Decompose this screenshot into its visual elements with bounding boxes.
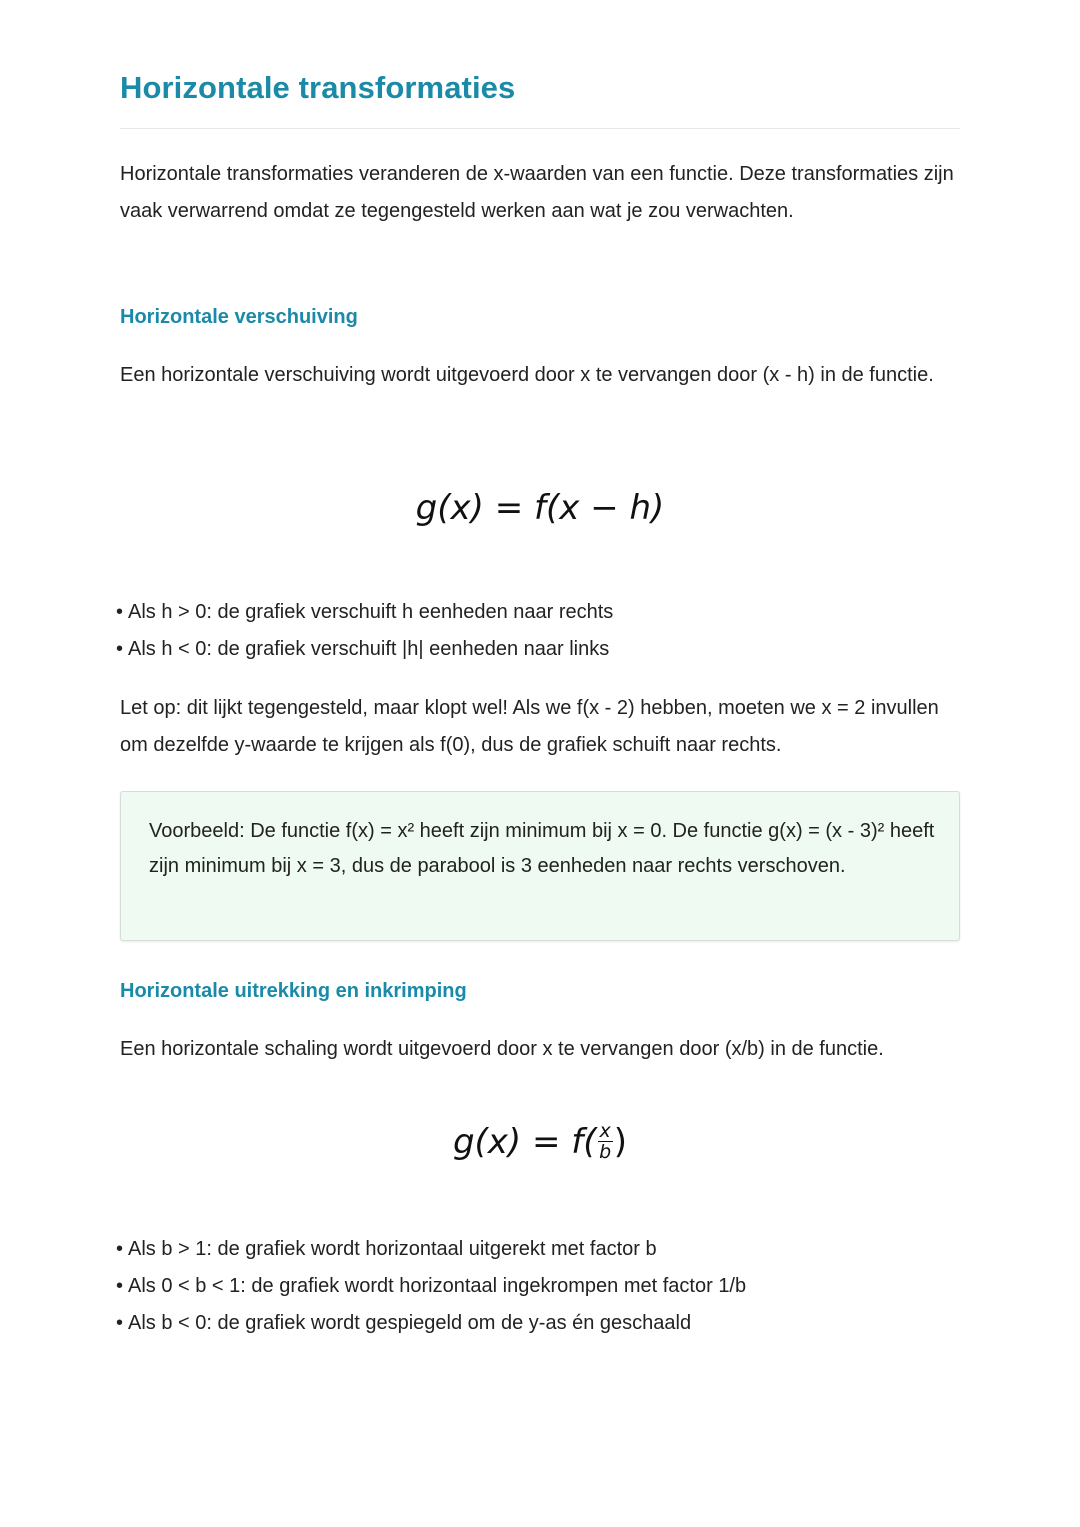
shift-formula <box>120 488 960 528</box>
shift-description: Een horizontale verschuiving wordt uitgevoerd door x te vervangen door (x - h) in de functie. <box>120 364 934 386</box>
page-title: Horizontale transformaties <box>120 70 516 105</box>
list-item: • Als h > 0: de grafiek verschuift h eenheden naar rechts <box>116 594 613 631</box>
title-divider <box>120 128 960 129</box>
fraction <box>598 1122 613 1161</box>
example-text: Voorbeeld: De functie f(x) = x² heeft zijn minimum bij x = 0. De functie g(x) = (x - 3)² heeft zijn minimum bij x = 3, dus de parabool is 3 eenheden naar rechts verschoven. <box>149 820 935 877</box>
shift-note: Let op: dit lijkt tegengesteld, maar klopt wel! Als we f(x - 2) hebben, moeten we x = 2 invullen om dezelfde y-waarde te krijgen als f(0), dus de grafiek schuift naar rechts. <box>120 697 939 756</box>
scaling-bullet-list <box>116 1231 746 1342</box>
formula-rhs-suffix: ) <box>613 1122 628 1162</box>
formula-rhs-prefix: f( <box>571 1122 597 1162</box>
list-item: • Als h < 0: de grafiek verschuift |h| eenheden naar links <box>116 631 613 668</box>
example-callout <box>120 791 960 941</box>
bullet-icon: • <box>116 1275 124 1297</box>
formula-lhs: g(x) <box>452 1122 522 1162</box>
scaling-formula <box>120 1122 960 1163</box>
bullet-icon: • <box>116 601 124 623</box>
list-item: • Als 0 < b < 1: de grafiek wordt horizontaal ingekrompen met factor 1/b <box>116 1268 746 1305</box>
formula-equals: = <box>531 1122 561 1162</box>
list-item: • Als b > 1: de grafiek wordt horizontaal uitgerekt met factor b <box>116 1231 746 1268</box>
fraction-numerator: x <box>599 1120 611 1142</box>
scaling-description: Een horizontale schaling wordt uitgevoerd door x te vervangen door (x/b) in de functie. <box>120 1038 884 1060</box>
list-item: • Als b < 0: de grafiek wordt gespiegeld om de y-as én geschaald <box>116 1305 746 1342</box>
section-heading-shift: Horizontale verschuiving <box>120 306 358 328</box>
bullet-icon: • <box>116 1238 124 1260</box>
formula-rhs: f(x − h) <box>534 488 665 528</box>
formula-equals: = <box>494 488 524 528</box>
section-heading-scaling: Horizontale uitrekking en inkrimping <box>120 980 467 1002</box>
intro-paragraph: Horizontale transformaties veranderen de x-waarden van een functie. Deze transformaties zijn vaak verwarrend omdat ze tegengesteld werken aan wat je zou verwachten. <box>120 163 954 222</box>
formula-lhs: g(x) <box>415 488 484 528</box>
fraction-denominator: b <box>599 1141 612 1163</box>
bullet-icon: • <box>116 638 124 660</box>
bullet-icon: • <box>116 1312 124 1334</box>
shift-bullet-list <box>116 594 613 668</box>
